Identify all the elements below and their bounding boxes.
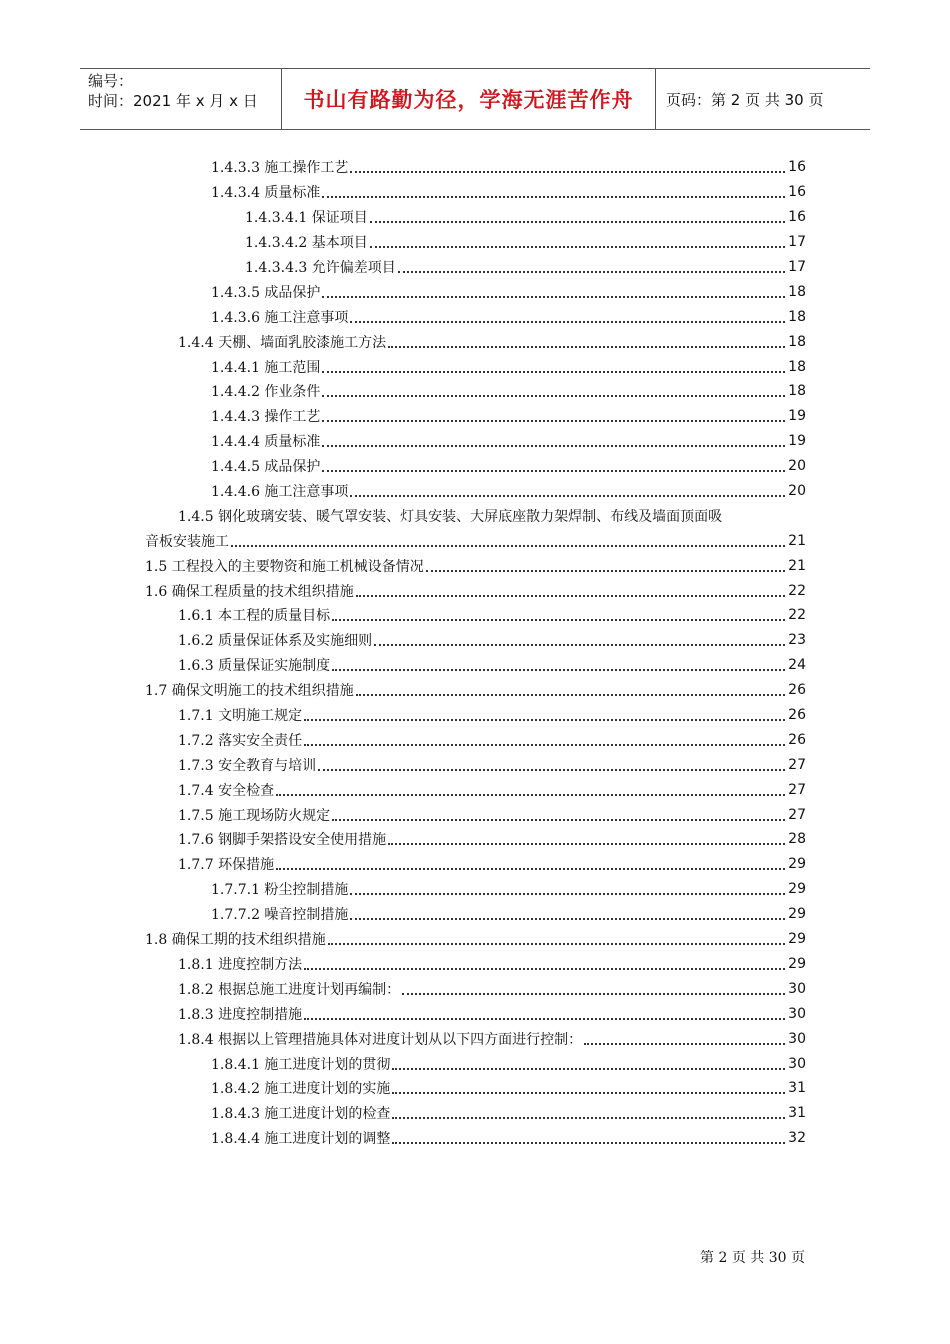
toc-entry[interactable] — [0, 852, 950, 877]
toc-dot-leader — [584, 1043, 785, 1045]
toc-entry-title: 1.4.3.4.2 基本项目 — [245, 235, 368, 252]
toc-entry-title: 1.8.3 进度控制措施 — [178, 1006, 303, 1023]
toc-dot-leader — [304, 968, 785, 970]
toc-entry[interactable] — [0, 902, 950, 927]
toc-entry-title: 1.6.2 质量保证体系及实施细则 — [178, 633, 373, 650]
toc-dot-leader — [231, 545, 785, 547]
toc-entry[interactable] — [0, 1001, 950, 1026]
toc-page-number: 20 — [788, 458, 806, 475]
toc-dot-leader — [392, 1068, 785, 1070]
toc-entry-title: 1.7.6 钢脚手架搭设安全使用措施 — [178, 832, 387, 849]
toc-entry-title: 1.4.3.6 施工注意事项 — [211, 309, 349, 326]
toc-entry[interactable] — [0, 1101, 950, 1126]
toc-dot-leader — [322, 420, 785, 422]
toc-entry-title: 1.7.3 安全教育与培训 — [178, 757, 317, 774]
toc-entry[interactable] — [0, 479, 950, 504]
toc-entry-title: 1.7.1 文明施工规定 — [178, 708, 303, 725]
toc-page-number: 27 — [788, 756, 806, 773]
toc-dot-leader — [322, 371, 785, 373]
toc-page-number: 19 — [788, 408, 806, 425]
toc-entry-title: 1.4.3.4.1 保证项目 — [245, 210, 368, 227]
toc-page-number: 30 — [788, 1030, 806, 1047]
toc-page-number: 23 — [788, 632, 806, 649]
toc-entry[interactable] — [0, 777, 950, 802]
toc-dot-leader — [398, 271, 785, 273]
toc-entry[interactable] — [0, 304, 950, 329]
toc-entry-title: 1.4.4.3 操作工艺 — [211, 409, 321, 426]
toc-entry[interactable] — [0, 1026, 950, 1051]
toc-dot-leader — [276, 794, 785, 796]
toc-page-number: 26 — [788, 682, 806, 699]
toc-dot-leader — [392, 1092, 785, 1094]
toc-dot-leader — [350, 893, 785, 895]
toc-dot-leader — [332, 819, 785, 821]
toc-entry[interactable] — [0, 255, 950, 280]
toc-entry-title: 1.4.4.5 成品保护 — [211, 459, 321, 476]
toc-entry-title: 1.4.3.4 质量标准 — [211, 185, 321, 202]
document-date-label: 时间：2021 年 x 月 x 日 — [88, 92, 258, 110]
toc-dot-leader — [332, 619, 785, 621]
toc-entry[interactable] — [0, 628, 950, 653]
toc-entry-title: 1.8.4.2 施工进度计划的实施 — [211, 1081, 391, 1098]
toc-dot-leader — [322, 470, 785, 472]
toc-dot-leader — [388, 843, 785, 845]
page-footer: 第 2 页 共 30 页 — [700, 1250, 805, 1266]
toc-entry-title: 1.7.2 落实安全责任 — [178, 732, 303, 749]
toc-entry-title: 1.4.4.2 作业条件 — [211, 384, 321, 401]
toc-dot-leader — [370, 246, 785, 248]
toc-entry[interactable] — [0, 379, 950, 404]
toc-dot-leader — [370, 221, 785, 223]
toc-entry[interactable] — [0, 827, 950, 852]
toc-dot-leader — [356, 694, 785, 696]
toc-page-number: 29 — [788, 856, 806, 873]
toc-dot-leader — [304, 719, 785, 721]
toc-entry-title: 1.4.4.4 质量标准 — [211, 434, 321, 451]
toc-entry[interactable] — [0, 653, 950, 678]
toc-page-number: 18 — [788, 283, 806, 300]
toc-page-number: 18 — [788, 383, 806, 400]
toc-dot-leader — [356, 595, 785, 597]
toc-entry[interactable] — [0, 230, 950, 255]
toc-page-number: 28 — [788, 831, 806, 848]
toc-page-number: 26 — [788, 731, 806, 748]
toc-page-number: 29 — [788, 955, 806, 972]
toc-entry[interactable] — [0, 205, 950, 230]
toc-entry[interactable] — [0, 155, 950, 180]
toc-entry-title: 1.8.4.1 施工进度计划的贯彻 — [211, 1056, 391, 1073]
toc-page-number: 17 — [788, 234, 806, 251]
toc-page-number: 21 — [788, 557, 806, 574]
toc-entry[interactable] — [0, 553, 950, 578]
document-number-label: 编号： — [88, 72, 134, 90]
toc-entry-title: 1.8.4.3 施工进度计划的检查 — [211, 1106, 391, 1123]
toc-entry[interactable] — [0, 1126, 950, 1151]
toc-entry[interactable] — [0, 279, 950, 304]
toc-entry[interactable] — [0, 603, 950, 628]
toc-dot-leader — [350, 321, 785, 323]
toc-dot-leader — [350, 918, 785, 920]
toc-entry-title: 1.8 确保工期的技术组织措施 — [145, 932, 326, 949]
toc-entry[interactable] — [0, 877, 950, 902]
toc-page-number: 20 — [788, 483, 806, 500]
toc-entry-title: 1.4.4 天棚、墙面乳胶漆施工方法 — [178, 334, 387, 351]
toc-entry[interactable] — [0, 180, 950, 205]
toc-dot-leader — [328, 943, 785, 945]
toc-entry[interactable] — [0, 727, 950, 752]
toc-page-number: 21 — [788, 532, 806, 549]
table-of-contents — [0, 155, 950, 1151]
toc-dot-leader — [374, 644, 785, 646]
toc-page-number: 32 — [788, 1130, 806, 1147]
toc-entry[interactable] — [0, 1076, 950, 1101]
toc-entry[interactable] — [0, 976, 950, 1001]
toc-entry-title: 1.4.3.3 施工操作工艺 — [211, 160, 349, 177]
toc-dot-leader — [322, 296, 785, 298]
toc-page-number: 18 — [788, 333, 806, 350]
toc-entry-title: 1.6.3 质量保证实施制度 — [178, 658, 331, 675]
toc-page-number: 30 — [788, 1055, 806, 1072]
toc-entry[interactable] — [0, 1051, 950, 1076]
toc-entry[interactable] — [0, 528, 950, 553]
toc-page-number: 16 — [788, 209, 806, 226]
toc-dot-leader — [322, 395, 785, 397]
toc-dot-leader — [426, 570, 785, 572]
toc-dot-leader — [322, 196, 785, 198]
header-page-label: 页码：第 2 页 共 30 页 — [666, 90, 824, 109]
header-meta — [80, 69, 282, 129]
toc-page-number: 22 — [788, 582, 806, 599]
toc-entry[interactable] — [0, 678, 950, 703]
toc-entry-title: 1.4.4.1 施工范围 — [211, 359, 321, 376]
toc-page-number: 16 — [788, 184, 806, 201]
toc-dot-leader — [304, 1018, 785, 1020]
toc-entry[interactable] — [0, 404, 950, 429]
toc-dot-leader — [304, 744, 785, 746]
toc-page-number: 22 — [788, 607, 806, 624]
toc-page-number: 27 — [788, 781, 806, 798]
toc-entry-title: 1.8.4 根据以上管理措施具体对进度计划从以下四方面进行控制： — [178, 1031, 583, 1048]
toc-page-number: 31 — [788, 1080, 806, 1097]
toc-page-number: 16 — [788, 159, 806, 176]
toc-dot-leader — [322, 445, 785, 447]
toc-entry[interactable] — [0, 454, 950, 479]
toc-page-number: 29 — [788, 931, 806, 948]
toc-page-number: 31 — [788, 1105, 806, 1122]
toc-entry-title: 1.4.4.6 施工注意事项 — [211, 484, 349, 501]
toc-entry-title-line[interactable]: 1.4.5 钢化玻璃安装、暖气罩安装、灯具安装、大屏底座散力架焊制、布线及墙面顶面吸 — [178, 508, 723, 525]
toc-entry-title: 1.7.4 安全检查 — [178, 782, 275, 799]
toc-dot-leader — [276, 868, 785, 870]
toc-page-number: 18 — [788, 308, 806, 325]
toc-dot-leader — [350, 495, 785, 497]
toc-page-number: 26 — [788, 707, 806, 724]
toc-page-number: 29 — [788, 881, 806, 898]
toc-entry-title: 1.7.5 施工现场防火规定 — [178, 807, 331, 824]
toc-entry[interactable] — [0, 927, 950, 952]
page-header — [80, 68, 870, 130]
toc-page-number: 17 — [788, 259, 806, 275]
toc-dot-leader — [332, 669, 785, 671]
toc-entry-title: 1.4.3.4.3 允许偏差项目 — [245, 260, 396, 276]
toc-page-number: 18 — [788, 358, 806, 375]
toc-entry[interactable] — [0, 802, 950, 827]
toc-entry[interactable] — [0, 703, 950, 728]
toc-entry-title: 音板安装施工 — [145, 533, 229, 550]
toc-page-number: 24 — [788, 657, 806, 674]
toc-entry[interactable] — [0, 429, 950, 454]
header-motto: 书山有路勤为径，学海无涯苦作舟 — [282, 69, 656, 129]
toc-dot-leader — [388, 346, 785, 348]
toc-entry-title: 1.7.7.2 噪音控制措施 — [211, 907, 349, 924]
toc-dot-leader — [392, 1117, 785, 1119]
toc-entry-title: 1.7 确保文明施工的技术组织措施 — [145, 683, 354, 700]
toc-entry-title: 1.4.3.5 成品保护 — [211, 284, 321, 301]
toc-entry-title: 1.8.1 进度控制方法 — [178, 956, 303, 973]
toc-entry-title: 1.7.7 环保措施 — [178, 857, 275, 874]
toc-entry-title: 1.7.7.1 粉尘控制措施 — [211, 882, 349, 899]
toc-page-number: 19 — [788, 433, 806, 450]
toc-page-number: 29 — [788, 906, 806, 923]
toc-page-number: 30 — [788, 980, 806, 997]
toc-page-number: 27 — [788, 806, 806, 823]
toc-dot-leader — [318, 769, 785, 771]
toc-dot-leader — [392, 1142, 785, 1144]
toc-entry-title: 1.8.4.4 施工进度计划的调整 — [211, 1131, 391, 1148]
toc-entry[interactable] — [0, 354, 950, 379]
toc-entry[interactable] — [0, 952, 950, 977]
toc-entry[interactable] — [0, 578, 950, 603]
toc-entry[interactable] — [0, 329, 950, 354]
toc-entry-title: 1.5 工程投入的主要物资和施工机械设备情况 — [145, 558, 424, 575]
toc-page-number: 30 — [788, 1005, 806, 1022]
toc-dot-leader — [350, 171, 785, 173]
toc-entry-title: 1.8.2 根据总施工进度计划再编制： — [178, 981, 401, 998]
toc-entry-title: 1.6 确保工程质量的技术组织措施 — [145, 583, 354, 600]
toc-entry-title: 1.6.1 本工程的质量目标 — [178, 608, 331, 625]
toc-dot-leader — [402, 993, 785, 995]
toc-entry[interactable] — [0, 752, 950, 777]
